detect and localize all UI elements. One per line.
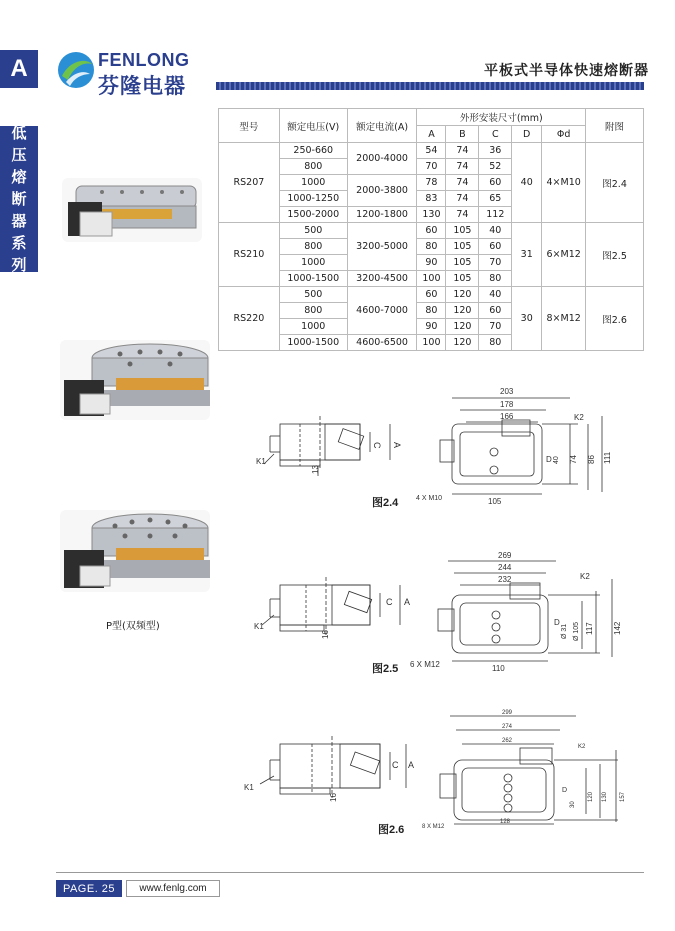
fig25-dim-105: Ø 105	[573, 621, 580, 641]
category-char: 系	[11, 234, 27, 252]
category-char: 列	[11, 256, 27, 274]
header-dim-d: D	[512, 126, 542, 143]
fig24-dim-105: 105	[488, 497, 502, 506]
fig26-dim-274: 274	[502, 724, 513, 730]
cell-dim-c: 40	[479, 223, 512, 239]
page-title: 平板式半导体快速熔断器	[484, 63, 649, 79]
header-stripe	[216, 82, 644, 90]
fig25-c: C	[386, 597, 393, 607]
cell-current: 3200-4500	[347, 271, 417, 287]
cell-current: 2000-3800	[347, 175, 417, 207]
cell-figure-ref: 图2.5	[586, 223, 644, 287]
cell-current: 2000-4000	[347, 143, 417, 175]
header-figure: 附图	[586, 109, 644, 143]
fuse-photo-rs220	[60, 510, 210, 592]
fig24-dim-74: 74	[569, 455, 578, 464]
category-char: 熔	[11, 168, 27, 186]
cell-dim-b: 120	[446, 319, 479, 335]
cell-dim-b: 105	[446, 271, 479, 287]
cell-voltage: 250-660	[279, 143, 347, 159]
cell-dim-d: 31	[512, 223, 542, 287]
cell-dim-a: 130	[417, 207, 446, 223]
cell-dim-phid: 4×M10	[542, 143, 586, 223]
drawing-fig-2-5	[240, 545, 650, 675]
cell-dim-a: 90	[417, 255, 446, 271]
cell-dim-b: 120	[446, 335, 479, 351]
cell-dim-c: 60	[479, 303, 512, 319]
cell-current: 4600-6500	[347, 335, 417, 351]
fig25-k2: K2	[580, 572, 590, 581]
cell-dim-c: 70	[479, 319, 512, 335]
fig26-dim-16: 16	[329, 793, 338, 802]
category-char: 断	[11, 190, 27, 208]
fig24-bolt: 4 X M10	[416, 495, 443, 502]
fig26-dim-262: 262	[502, 738, 513, 744]
fig24-dim-40: 40	[553, 456, 560, 464]
fig24-dim-86: 86	[587, 455, 596, 464]
fig24-dim-13: 13	[311, 465, 320, 474]
fig24-d: D	[546, 455, 552, 464]
photo-caption: P型(双频型)	[106, 621, 160, 632]
cell-figure-ref: 图2.4	[586, 143, 644, 223]
cell-model: RS220	[219, 287, 280, 351]
fig25-dim-117: 117	[585, 622, 594, 635]
header-dim-a: A	[417, 126, 446, 143]
cell-dim-b: 74	[446, 191, 479, 207]
cell-dim-a: 83	[417, 191, 446, 207]
cell-dim-b: 74	[446, 159, 479, 175]
category-char: 低	[11, 124, 27, 142]
fig25-k1: K1	[254, 622, 264, 631]
cell-dim-a: 60	[417, 223, 446, 239]
cell-dim-a: 70	[417, 159, 446, 175]
cell-current: 4600-7000	[347, 287, 417, 335]
header-dim-b: B	[446, 126, 479, 143]
fig26-k1: K1	[244, 783, 254, 792]
cell-dim-b: 120	[446, 303, 479, 319]
header-model: 型号	[219, 109, 280, 143]
cell-voltage: 500	[279, 223, 347, 239]
fig24-a: A	[392, 442, 402, 449]
figure-label-2-4: 图2.4	[372, 497, 399, 509]
category-char: 压	[11, 146, 27, 164]
fig25-d: D	[554, 618, 560, 627]
category-side-label	[0, 126, 38, 272]
fig26-k2: K2	[578, 744, 586, 750]
fig25-dim-232: 232	[498, 575, 512, 584]
fig25-dim-244: 244	[498, 563, 512, 572]
cell-dim-b: 105	[446, 239, 479, 255]
cell-dim-c: 36	[479, 143, 512, 159]
cell-dim-c: 80	[479, 335, 512, 351]
cell-voltage: 1000	[279, 255, 347, 271]
fig26-dim-130: 130	[602, 791, 608, 802]
cell-current: 1200-1800	[347, 207, 417, 223]
fenlong-logo-icon	[56, 50, 96, 90]
fig26-dim-128: 128	[500, 819, 511, 825]
cell-dim-a: 54	[417, 143, 446, 159]
fig26-dim-120: 120	[588, 791, 594, 802]
cell-voltage: 800	[279, 303, 347, 319]
cell-voltage: 1000	[279, 319, 347, 335]
cell-model: RS210	[219, 223, 280, 287]
fig25-bolt: 6 X M12	[410, 660, 440, 669]
fig25-dim-142: 142	[613, 621, 622, 635]
fig24-k1: K1	[256, 457, 266, 466]
cell-current: 3200-5000	[347, 223, 417, 271]
header-dim-phid: Φd	[542, 126, 586, 143]
cell-dim-c: 60	[479, 175, 512, 191]
fuse-photo-rs210	[60, 340, 210, 420]
spec-table-body	[219, 143, 644, 351]
header-current: 额定电流(A)	[347, 109, 417, 143]
cell-dim-b: 74	[446, 175, 479, 191]
fig24-dim-111: 111	[603, 451, 612, 464]
cell-dim-c: 60	[479, 239, 512, 255]
cell-voltage: 500	[279, 287, 347, 303]
section-letter-tab: A	[0, 50, 38, 88]
fig24-k2: K2	[574, 413, 584, 422]
cell-voltage: 1000	[279, 175, 347, 191]
fig26-c: C	[392, 760, 399, 770]
header-dimensions: 外形安装尺寸(mm)	[417, 109, 586, 126]
footer-divider	[56, 872, 644, 873]
cell-figure-ref: 图2.6	[586, 287, 644, 351]
cell-voltage: 1000-1250	[279, 191, 347, 207]
website-link[interactable]: www.fenlg.com	[126, 880, 220, 897]
spec-table	[218, 108, 644, 351]
brand-name: FENLONG	[98, 50, 190, 70]
table-row	[219, 143, 644, 159]
fig24-dim-203: 203	[500, 387, 514, 396]
figure-label-2-6: 图2.6	[378, 824, 405, 836]
fig25-dim-269: 269	[498, 551, 512, 560]
cell-dim-b: 120	[446, 287, 479, 303]
cell-voltage: 800	[279, 159, 347, 175]
drawing-fig-2-6	[240, 708, 650, 838]
fig24-c: C	[372, 442, 382, 449]
cell-dim-c: 70	[479, 255, 512, 271]
figure-label-2-5: 图2.5	[372, 663, 399, 675]
fig26-dim-299: 299	[502, 710, 513, 716]
cell-dim-a: 100	[417, 271, 446, 287]
cell-dim-b: 74	[446, 207, 479, 223]
cell-dim-a: 78	[417, 175, 446, 191]
cell-voltage: 1000-1500	[279, 335, 347, 351]
cell-dim-d: 30	[512, 287, 542, 351]
cell-dim-a: 90	[417, 319, 446, 335]
fig25-a: A	[404, 597, 411, 607]
cell-voltage: 800	[279, 239, 347, 255]
fuse-photo-rs207	[62, 178, 202, 242]
fig26-dim-157: 157	[620, 791, 626, 802]
header-voltage: 额定电压(V)	[279, 109, 347, 143]
fig26-bolt: 8 X M12	[422, 824, 445, 830]
cell-dim-d: 40	[512, 143, 542, 223]
cell-dim-c: 112	[479, 207, 512, 223]
fig24-dim-178: 178	[500, 400, 514, 409]
cell-voltage: 1500-2000	[279, 207, 347, 223]
cell-dim-phid: 6×M12	[542, 223, 586, 287]
cell-dim-c: 80	[479, 271, 512, 287]
fig26-a: A	[408, 760, 415, 770]
page-number: PAGE. 25	[56, 880, 122, 897]
cell-dim-c: 52	[479, 159, 512, 175]
fig24-dim-166: 166	[500, 412, 514, 421]
brand-name-cn: 芬隆电器	[98, 74, 186, 98]
fig26-d: D	[562, 787, 568, 794]
cell-dim-a: 100	[417, 335, 446, 351]
drawing-fig-2-4	[240, 380, 650, 520]
cell-dim-c: 40	[479, 287, 512, 303]
fig25-dim-31: Ø 31	[561, 623, 568, 639]
cell-model: RS207	[219, 143, 280, 223]
cell-dim-b: 105	[446, 255, 479, 271]
cell-dim-a: 60	[417, 287, 446, 303]
cell-dim-phid: 8×M12	[542, 287, 586, 351]
fig25-dim-16: 16	[321, 630, 330, 639]
table-row	[219, 287, 644, 303]
cell-dim-b: 74	[446, 143, 479, 159]
cell-dim-a: 80	[417, 303, 446, 319]
table-row	[219, 223, 644, 239]
header-dim-c: C	[479, 126, 512, 143]
cell-dim-a: 80	[417, 239, 446, 255]
fig25-dim-110: 110	[492, 664, 505, 673]
fig26-dim-30: 30	[570, 801, 576, 808]
cell-voltage: 1000-1500	[279, 271, 347, 287]
cell-dim-b: 105	[446, 223, 479, 239]
category-char: 器	[11, 212, 27, 230]
cell-dim-c: 65	[479, 191, 512, 207]
